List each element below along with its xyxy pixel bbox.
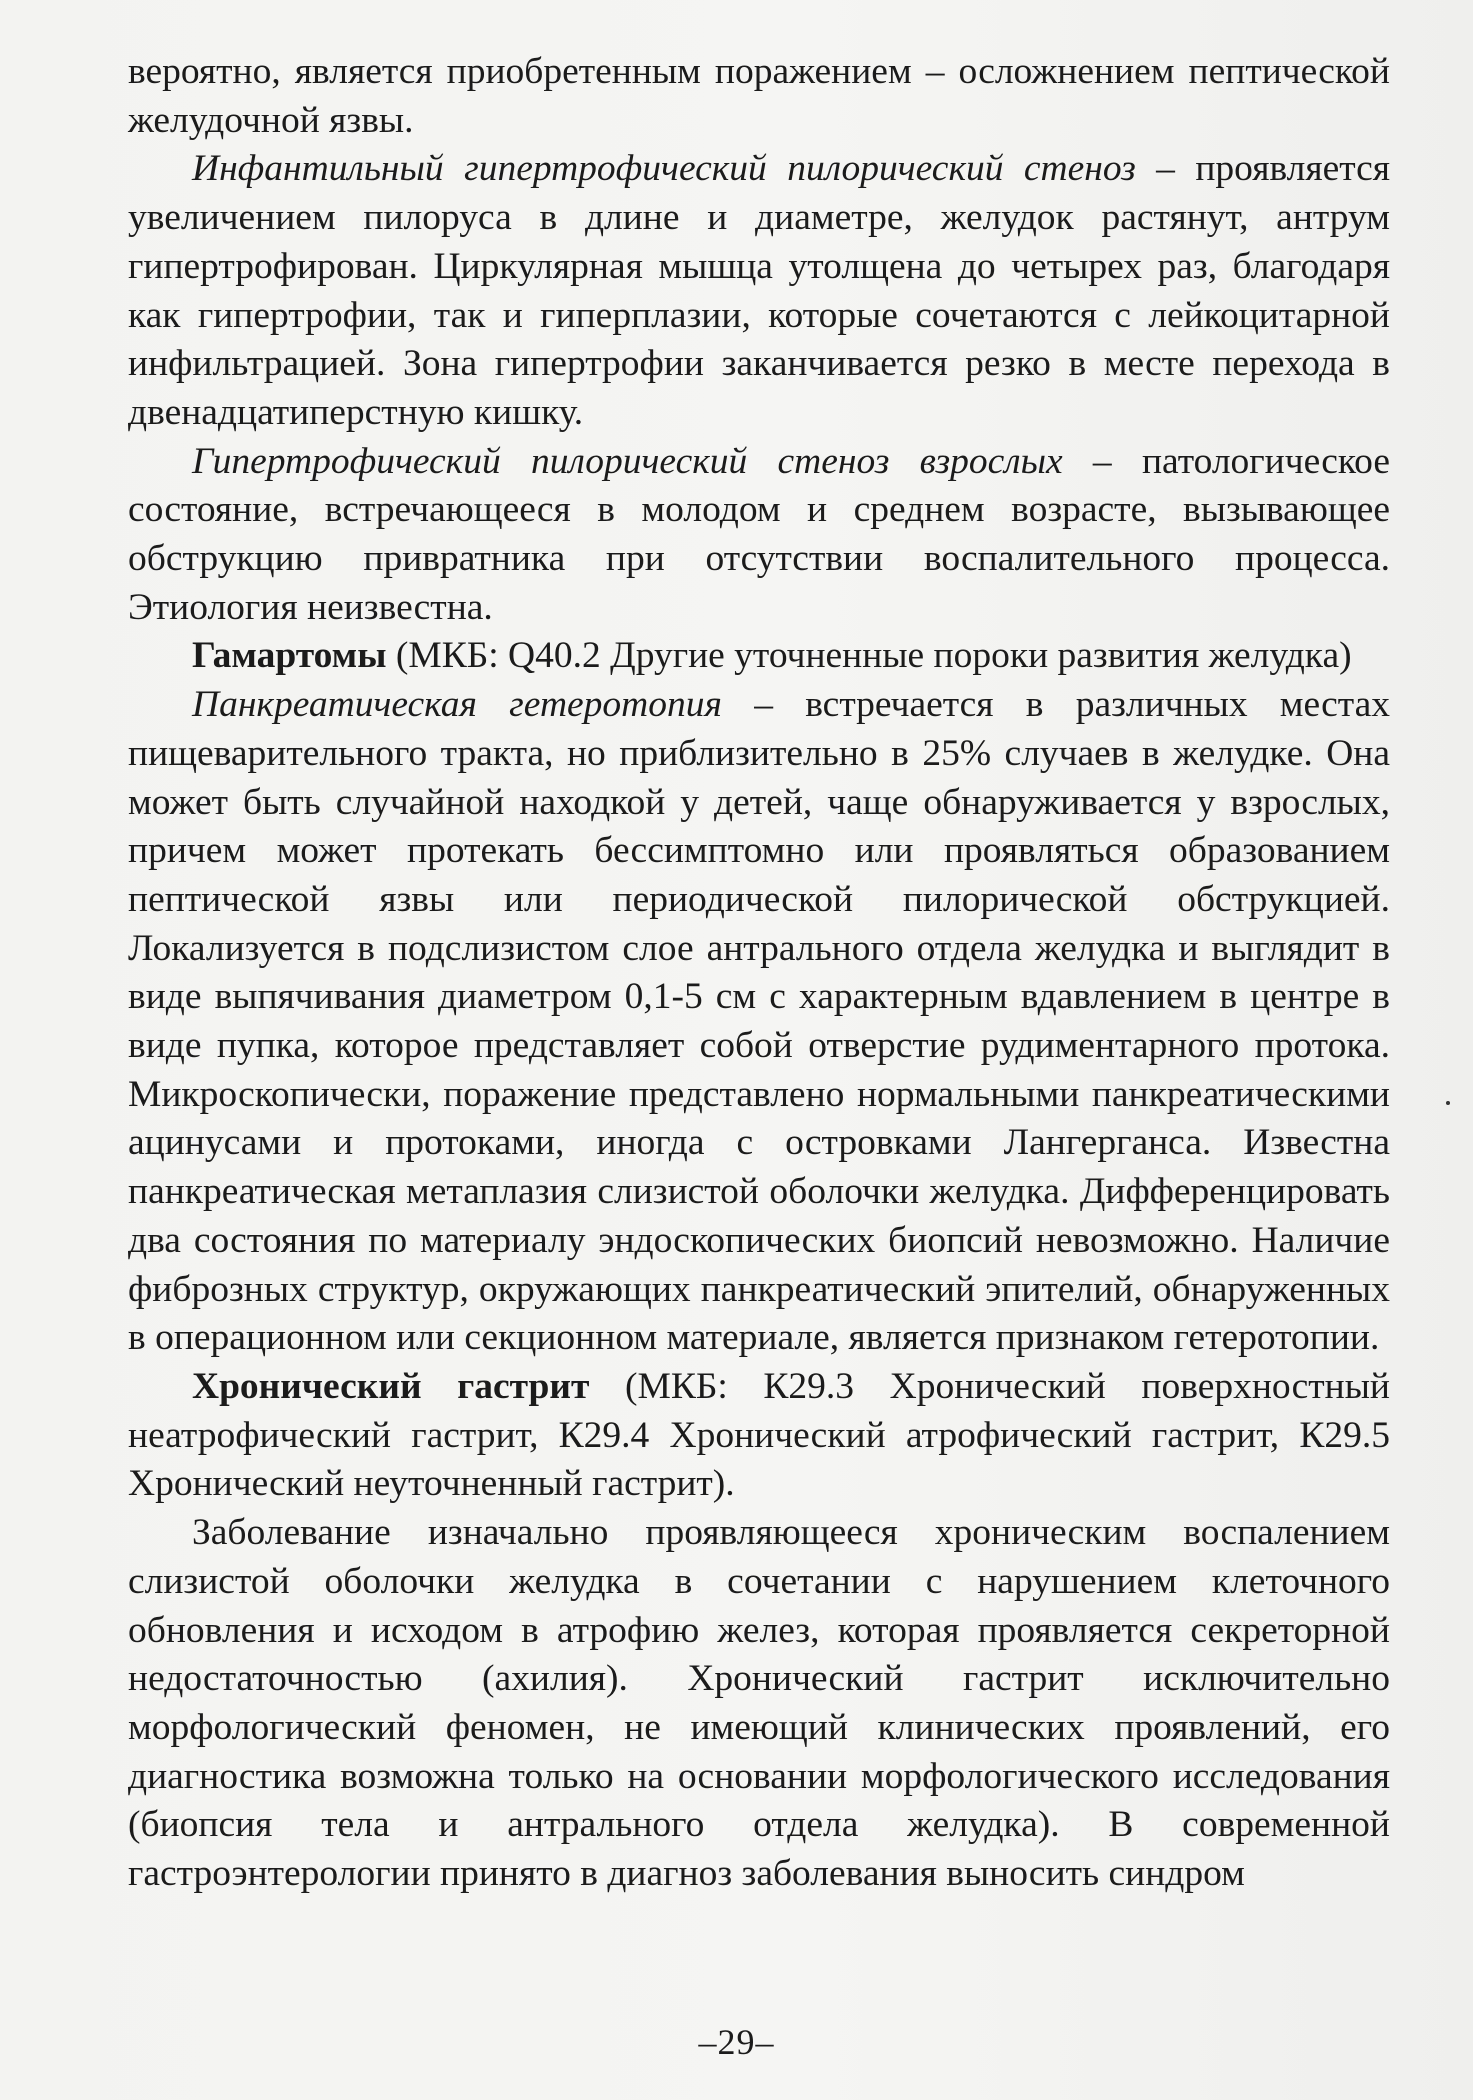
bold-term: Гамартомы <box>192 635 387 677</box>
paragraph-infantile-pyloric-stenosis <box>128 145 1390 437</box>
paragraph-text: вероятно, является приобретенным поражением – осложнением пептической желудочной язвы. <box>128 51 1390 141</box>
italic-term: Панкреатическая гетеротопия <box>192 684 722 726</box>
paragraph-text: (МКБ: Q40.2 Другие уточненные пороки развития желудка) <box>386 635 1352 677</box>
paragraph-text: Заболевание изначально проявляющееся хроническим воспалением слизистой оболочки желудка в сочетании с нарушением клеточного обновления и исходом в атрофию желез, которая проявляется секреторной недостаточностью (ахилия). Хронический гастрит исключительно морфологический феномен, не имеющий клинических проявлений, его диагностика возможна только на основании морфологического исследования (биопсия тела и антрального отдела желудка). В современной гастроэнтерологии принято в диагноз заболевания выносить синдром <box>128 1512 1390 1895</box>
paragraph-adult-pyloric-stenosis <box>128 438 1390 633</box>
italic-term: Инфантильный гипертрофический пилорический стеноз <box>192 148 1136 190</box>
paragraph-gastritis-definition <box>128 1509 1390 1899</box>
paragraph-pancreatic-heterotopia <box>128 681 1390 1363</box>
page-body <box>128 48 1390 1899</box>
paragraph-hamartomas <box>128 632 1390 681</box>
paragraph-chronic-gastritis <box>128 1363 1390 1509</box>
paragraph-continuation <box>128 48 1390 145</box>
print-speck <box>1446 1101 1450 1105</box>
bold-term: Хронический гастрит <box>192 1365 590 1407</box>
paragraph-text: – патологическое состояние, встречающееся в молодом и среднем возрасте, вызывающее обструкцию привратника при отсутствии воспалительного процесса. Этиология неизвестна. <box>128 440 1390 628</box>
italic-term: Гипертрофический пилорический стеноз взрослых <box>192 440 1063 482</box>
paragraph-text: – встречается в различных местах пищеварительного тракта, но приблизительно в 25% случаев в желудке. Она может быть случайной находкой у детей, чаще обнаруживается у взрослых, причем может протекать бессимптомно или проявляться образованием пептической язвы или периодической пилорической обструкцией. Локализуется в подслизистом слое антрального отдела желудка и выглядит в виде выпячивания диаметром 0,1-5 см с характерным вдавлением в центре в виде пупка, которое представляет собой отверстие рудиментарного протока. Микроскопически, поражение представлено нормальными панкреатическими ацинусами и протоками, иногда с островками Лангерганса. Известна панкреатическая метаплазия слизистой оболочки желудка. Дифференцировать два состояния по материалу эндоскопических биопсий невозможно. Наличие фиброзных структур, окружающих панкреатический эпителий, обнаруженных в операционном или секционном материале, является признаком гетеротопии. <box>128 684 1390 1359</box>
page-number: –29– <box>698 2022 775 2062</box>
paragraph-text: (МКБ: К29.3 Хронический поверхностный неатрофический гастрит, К29.4 Хронический атрофический гастрит, К29.5 Хронический неуточненный гастрит). <box>128 1365 1390 1505</box>
paragraph-text: – проявляется увеличением пилоруса в длине и диаметре, желудок растянут, антрум гипертрофирован. Циркулярная мышца утолщена до четырех раз, благодаря как гипертрофии, так и гиперплазии, которые сочетаются с лейкоцитарной инфильтрацией. Зона гипертрофии заканчивается резко в месте перехода в двенадцатиперстную кишку. <box>128 148 1391 433</box>
